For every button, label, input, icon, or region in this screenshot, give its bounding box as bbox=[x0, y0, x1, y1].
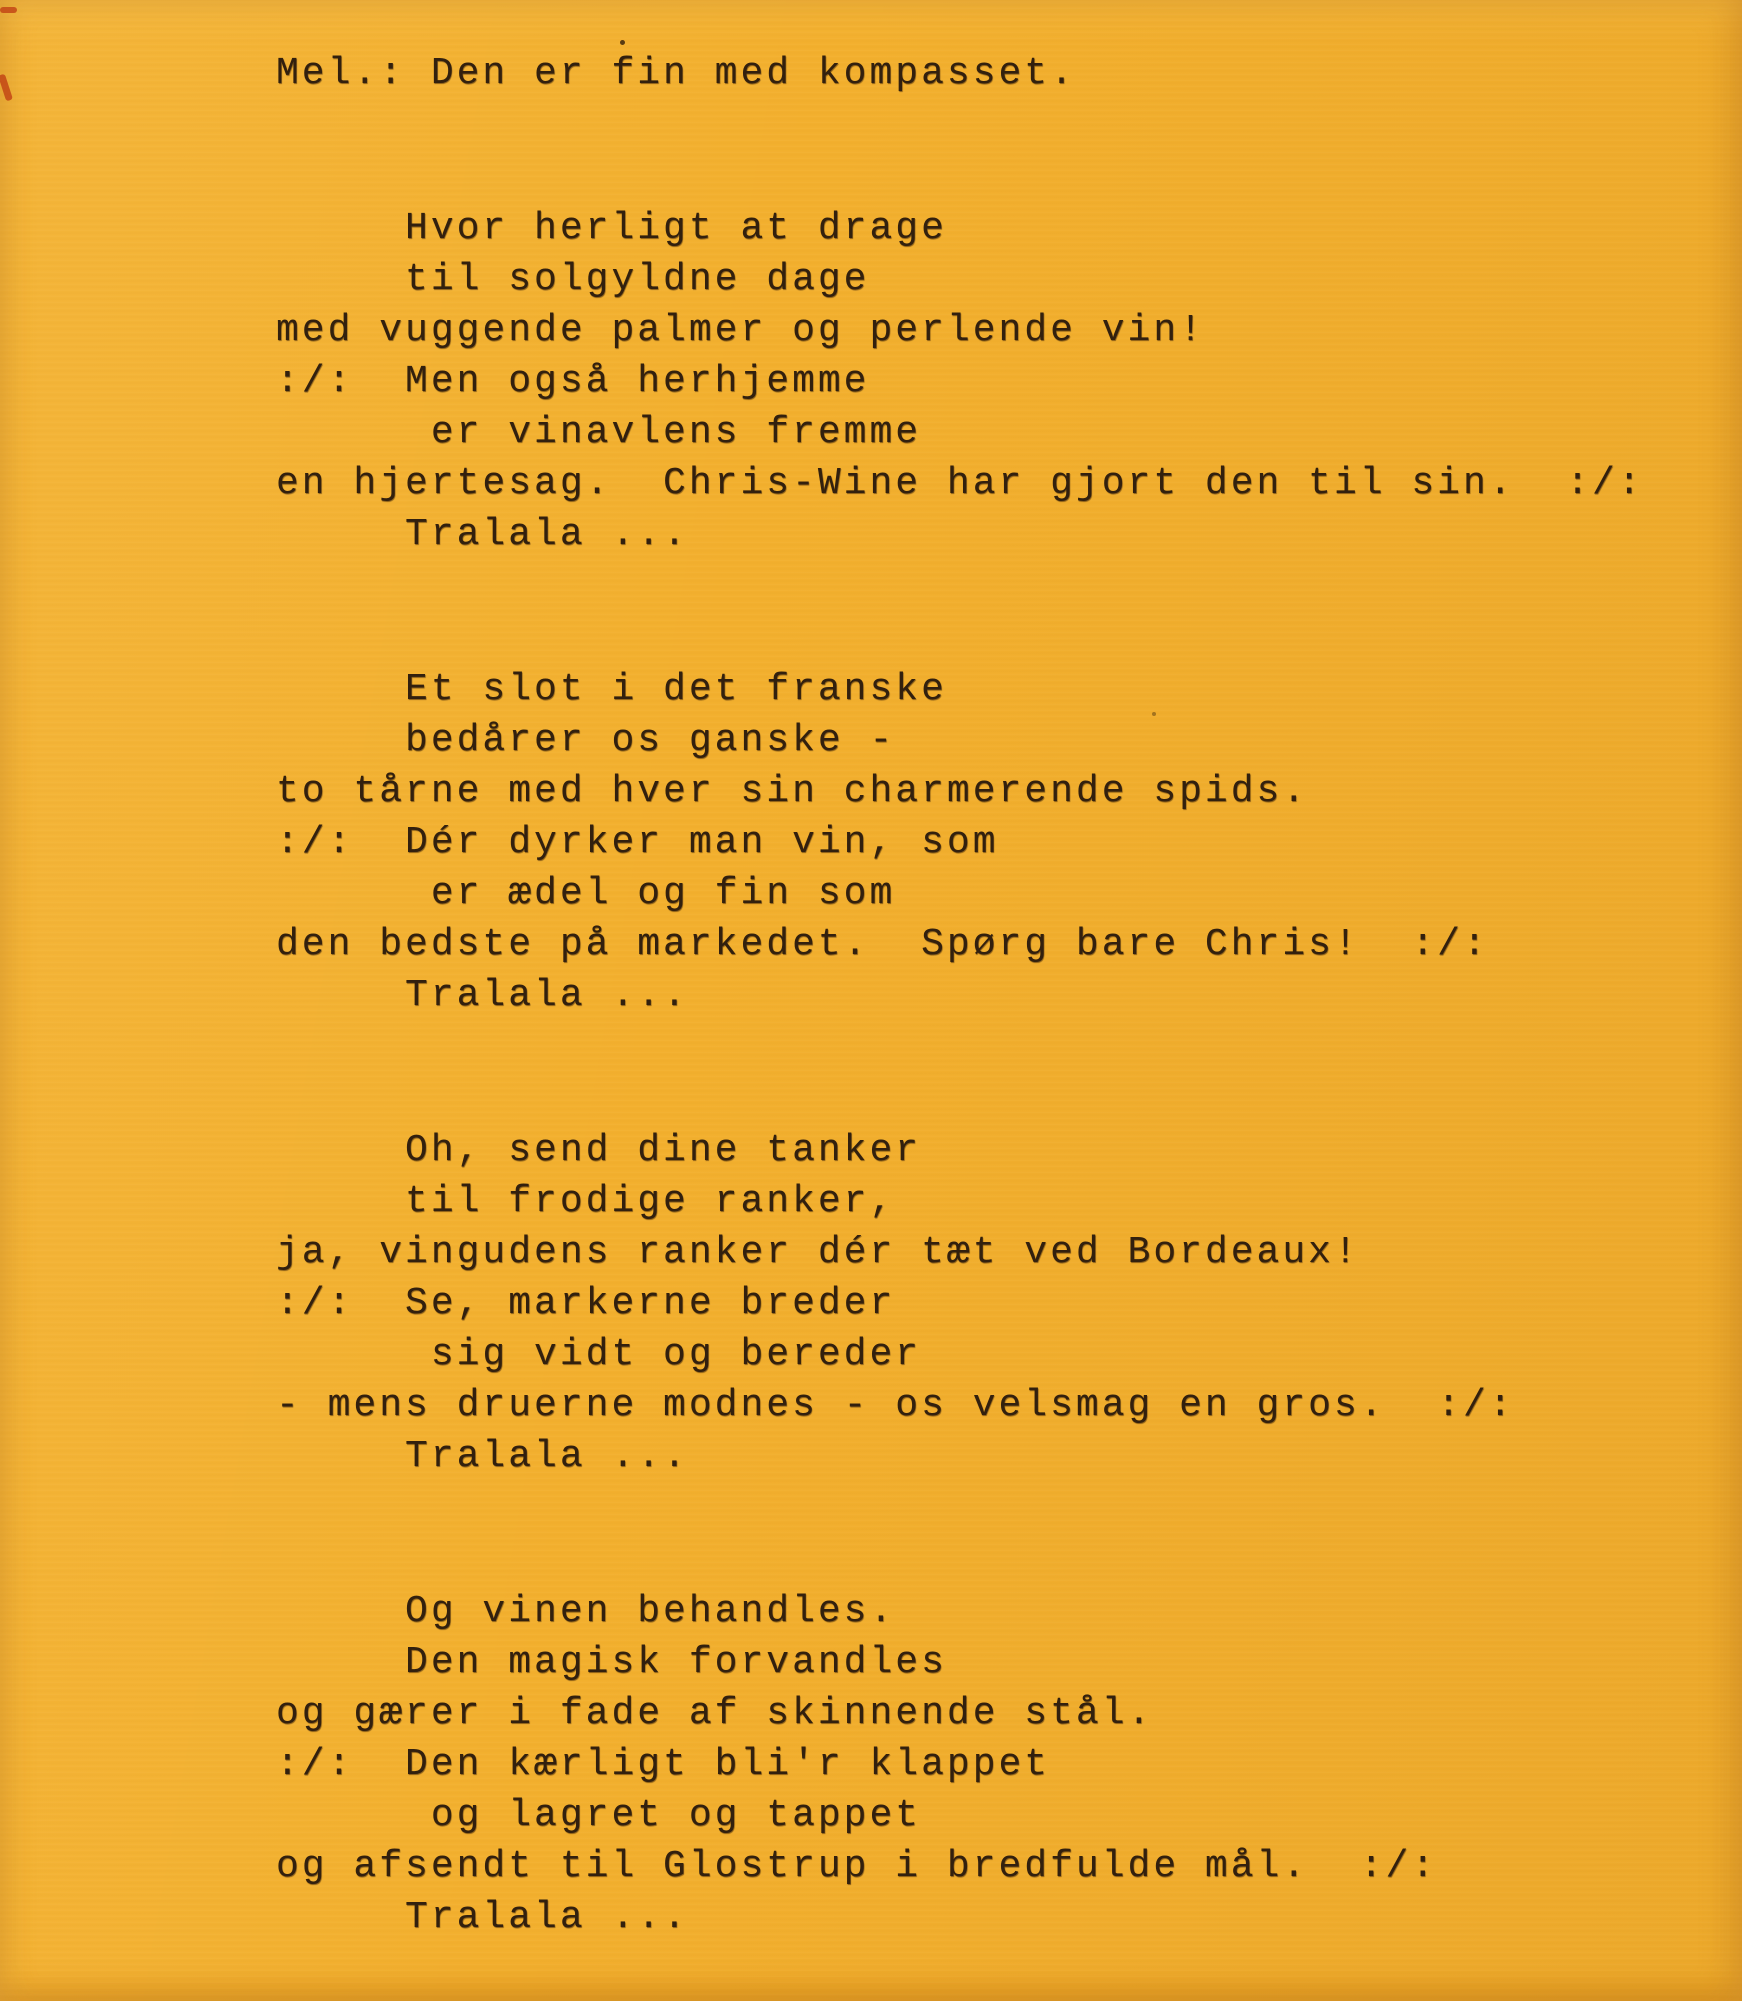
melody-reference-line: Mel.: Den er fin med kompasset. bbox=[276, 52, 1076, 95]
verse-line: og lagret og tappet bbox=[276, 1794, 922, 1837]
verse-4 bbox=[276, 1586, 1742, 1943]
verse-line: med vuggende palmer og perlende vin! bbox=[276, 309, 1205, 352]
verse-line: to tårne med hver sin charmerende spids. bbox=[276, 770, 1309, 813]
verse-line: bedårer os ganske - bbox=[276, 719, 896, 762]
verse-line: :/: Men også herhjemme bbox=[276, 360, 870, 403]
verse-line: Og vinen behandles. bbox=[276, 1590, 896, 1633]
paper-speck bbox=[620, 40, 625, 45]
verse-line: og gærer i fade af skinnende stål. bbox=[276, 1692, 1154, 1735]
scan-edge-artifact bbox=[0, 74, 13, 102]
verse-line: :/: Den kærligt bli'r klappet bbox=[276, 1743, 1051, 1786]
verse-line: til solgyldne dage bbox=[276, 258, 870, 301]
verse-line: Oh, send dine tanker bbox=[276, 1129, 922, 1172]
verse-line: ja, vingudens ranker dér tæt ved Bordeaux! bbox=[276, 1231, 1360, 1274]
verse-line: :/: Se, markerne breder bbox=[276, 1282, 896, 1325]
paper-speck bbox=[1152, 712, 1156, 716]
verse-2 bbox=[276, 664, 1742, 1021]
verse-line: til frodige ranker, bbox=[276, 1180, 896, 1223]
verse-line: Den magisk forvandles bbox=[276, 1641, 947, 1684]
verse-line: sig vidt og bereder bbox=[276, 1333, 922, 1376]
scan-edge-artifact bbox=[0, 7, 17, 13]
verse-line: Tralala ... bbox=[276, 1896, 689, 1939]
verse-line: er ædel og fin som bbox=[276, 872, 896, 915]
verse-line: er vinavlens fremme bbox=[276, 411, 922, 454]
verse-line: Et slot i det franske bbox=[276, 668, 947, 711]
verse-3 bbox=[276, 1125, 1742, 1482]
verse-line: Hvor herligt at drage bbox=[276, 207, 947, 250]
verse-line: - mens druerne modnes - os velsmag en gros. :/: bbox=[276, 1384, 1515, 1427]
verse-line: den bedste på markedet. Spørg bare Chris! :/: bbox=[276, 923, 1489, 966]
verse-line: Tralala ... bbox=[276, 513, 689, 556]
verse-line: og afsendt til Glostrup i bredfulde mål. :/: bbox=[276, 1845, 1438, 1888]
verse-line: Tralala ... bbox=[276, 974, 689, 1017]
verse-line: :/: Dér dyrker man vin, som bbox=[276, 821, 999, 864]
verse-1 bbox=[276, 203, 1742, 560]
verse-line: Tralala ... bbox=[276, 1435, 689, 1478]
verse-line: en hjertesag. Chris-Wine har gjort den til sin. :/: bbox=[276, 462, 1644, 505]
